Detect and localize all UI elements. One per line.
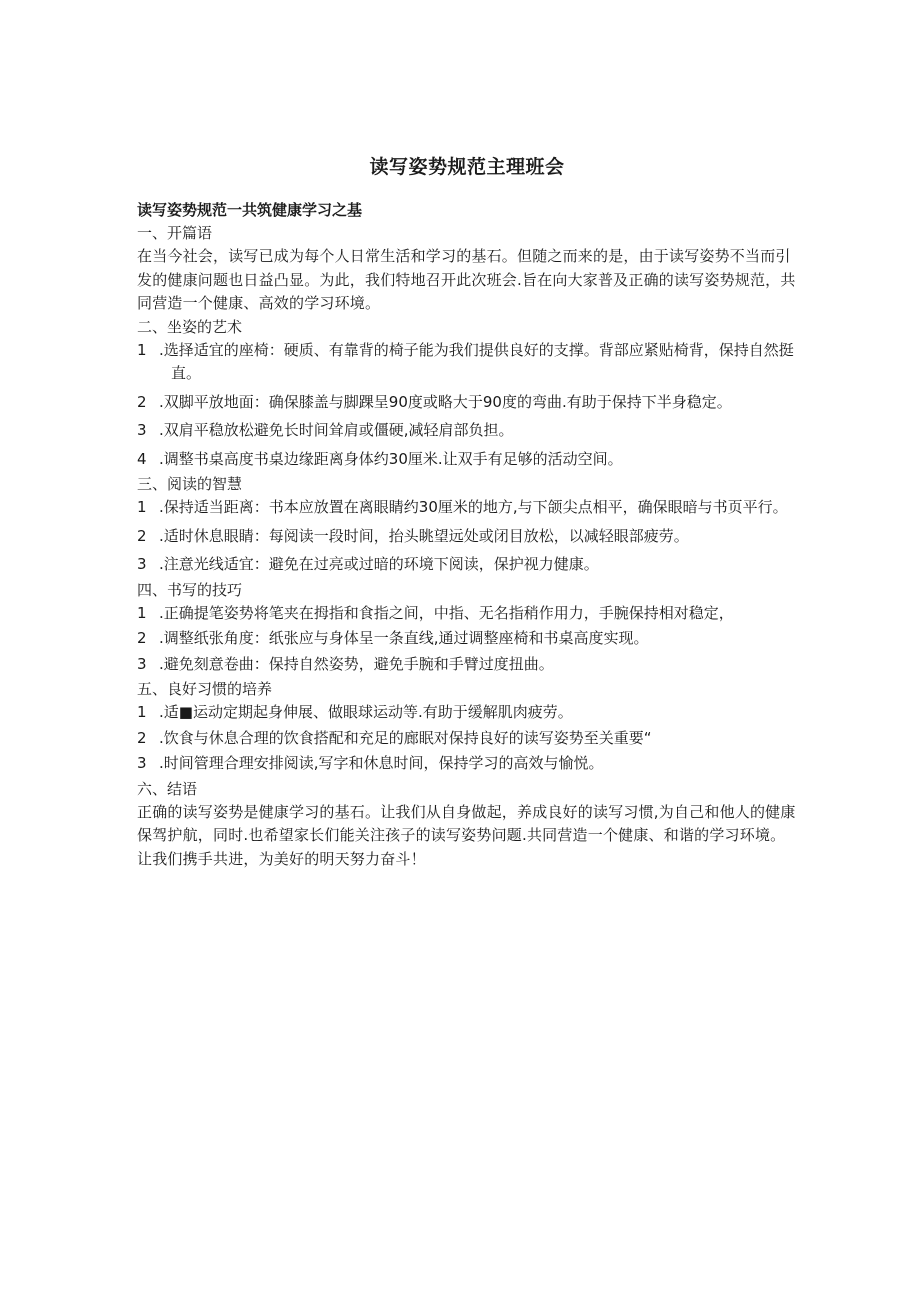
section-opening xyxy=(137,222,797,316)
section-heading: 二、坐姿的艺术 xyxy=(137,317,243,336)
section-habits xyxy=(137,678,797,776)
list-item-text: .适■运动定期起身伸展、做眼球运动等.有助于缓解肌肉疲劳。 xyxy=(159,703,573,721)
list-item-number: 1 xyxy=(137,340,147,359)
list-item-number: 4 xyxy=(137,449,147,468)
list-item-text: .双脚平放地面：确保膝盖与脚踝呈90度或略大于90度的弯曲.有助于保持下半身稳定。 xyxy=(159,392,732,411)
section-heading: 四、书写的技巧 xyxy=(137,580,243,599)
list-item-text: .调整书桌高度书桌边缘距离身体约30厘米.让双手有足够的活动空间。 xyxy=(159,449,623,468)
list-item-text: .保持适当距离：书本应放置在离眼睛约30厘米的地方,与下颌尖点相平，确保眼暗与书页平行。 xyxy=(159,498,788,516)
section-sitting xyxy=(137,316,797,472)
list-item-number: 3 xyxy=(137,654,147,673)
list-item xyxy=(137,448,797,472)
section-paragraph: 在当今社会，读写已成为每个人日常生活和学习的基石。但随之而来的是，由于读写姿势不当而引发的健康问题也日益凸显。为此，我们特地召开此次班会.旨在向大家普及正确的读写姿势规范，共同营造一个健康、高效的学习环境。 xyxy=(137,247,796,312)
section-heading: 六、结语 xyxy=(137,779,198,798)
numbered-list xyxy=(137,339,797,472)
list-item xyxy=(137,339,797,386)
section-heading: 五、良好习惯的培养 xyxy=(137,680,273,698)
list-item-number: 3 xyxy=(137,421,147,439)
list-item xyxy=(137,752,797,776)
list-item-text: .注意光线适宜：避免在过亮或过暗的环境下阅读，保护视力健康。 xyxy=(159,555,599,573)
section-reading xyxy=(137,473,797,577)
list-item-text: .正确提笔姿势将笔夹在拇指和食指之间，中指、无名指稍作用力，手腕保持相对稳定， xyxy=(159,603,734,622)
list-item-text: .避免刻意卷曲：保持自然姿势，避免手腕和手臂过度扭曲。 xyxy=(159,654,554,673)
numbered-list xyxy=(137,496,797,577)
list-item xyxy=(137,727,797,751)
list-item-text: .适时休息眼睛：每阅读一段时间，抬头眺望远处或闭目放松，以减轻眼部疲劳。 xyxy=(159,526,689,545)
numbered-list xyxy=(137,701,797,776)
numbered-list xyxy=(137,602,797,677)
document-page xyxy=(137,152,797,871)
list-item-number: 2 xyxy=(137,728,147,747)
section-heading: 一、开篇语 xyxy=(137,224,213,242)
list-item-text: .选择适宜的座椅：硬质、有靠背的椅子能为我们提供良好的支撑。背部应紧贴椅背，保持自然挺直。 xyxy=(159,340,794,382)
list-item xyxy=(137,525,797,549)
list-item xyxy=(137,496,797,520)
list-item-number: 2 xyxy=(137,526,147,545)
list-item-number: 1 xyxy=(137,703,147,721)
list-item-number: 3 xyxy=(137,555,147,573)
list-item-number: 1 xyxy=(137,603,147,622)
section-heading: 三、阅读的智慧 xyxy=(137,475,243,493)
section-paragraph: 正确的读写姿势是健康学习的基石。让我们从自身做起，养成良好的读写习惯,为自己和他人的健康保驾护航，同时.也希望家长们能关注孩子的读写姿势问题.共同营造一个健康、和谐的学习环境。让我们携手共进，为美好的明天努力奋斗！ xyxy=(137,802,796,868)
list-item xyxy=(137,701,797,725)
list-item-number: 1 xyxy=(137,498,147,516)
document-subtitle: 读写姿势规范一共筑健康学习之基 xyxy=(137,201,363,219)
list-item xyxy=(137,553,797,577)
list-item xyxy=(137,627,797,651)
list-item-text: .时间管理合理安排阅读,写字和休息时间，保持学习的高效与愉悦。 xyxy=(159,754,604,772)
list-item-number: 2 xyxy=(137,392,147,411)
list-item-number: 3 xyxy=(137,754,147,772)
document-title: 读写姿势规范主理班会 xyxy=(369,156,565,178)
list-item-text: .双肩平稳放松避免长时间耸肩或僵硬,减轻肩部负担。 xyxy=(159,421,514,439)
list-item-text: .饮食与休息合理的饮食搭配和充足的廊眠对保持良好的读写姿势至关重要“ xyxy=(159,728,652,747)
list-item-number: 2 xyxy=(137,629,147,647)
list-item xyxy=(137,653,797,677)
section-conclusion xyxy=(137,778,797,872)
list-item-text: .调整纸张角度：纸张应与身体呈一条直线,通过调整座椅和书桌高度实现。 xyxy=(159,629,649,647)
list-item xyxy=(137,602,797,626)
section-writing xyxy=(137,579,797,677)
list-item xyxy=(137,391,797,415)
list-item xyxy=(137,419,797,443)
